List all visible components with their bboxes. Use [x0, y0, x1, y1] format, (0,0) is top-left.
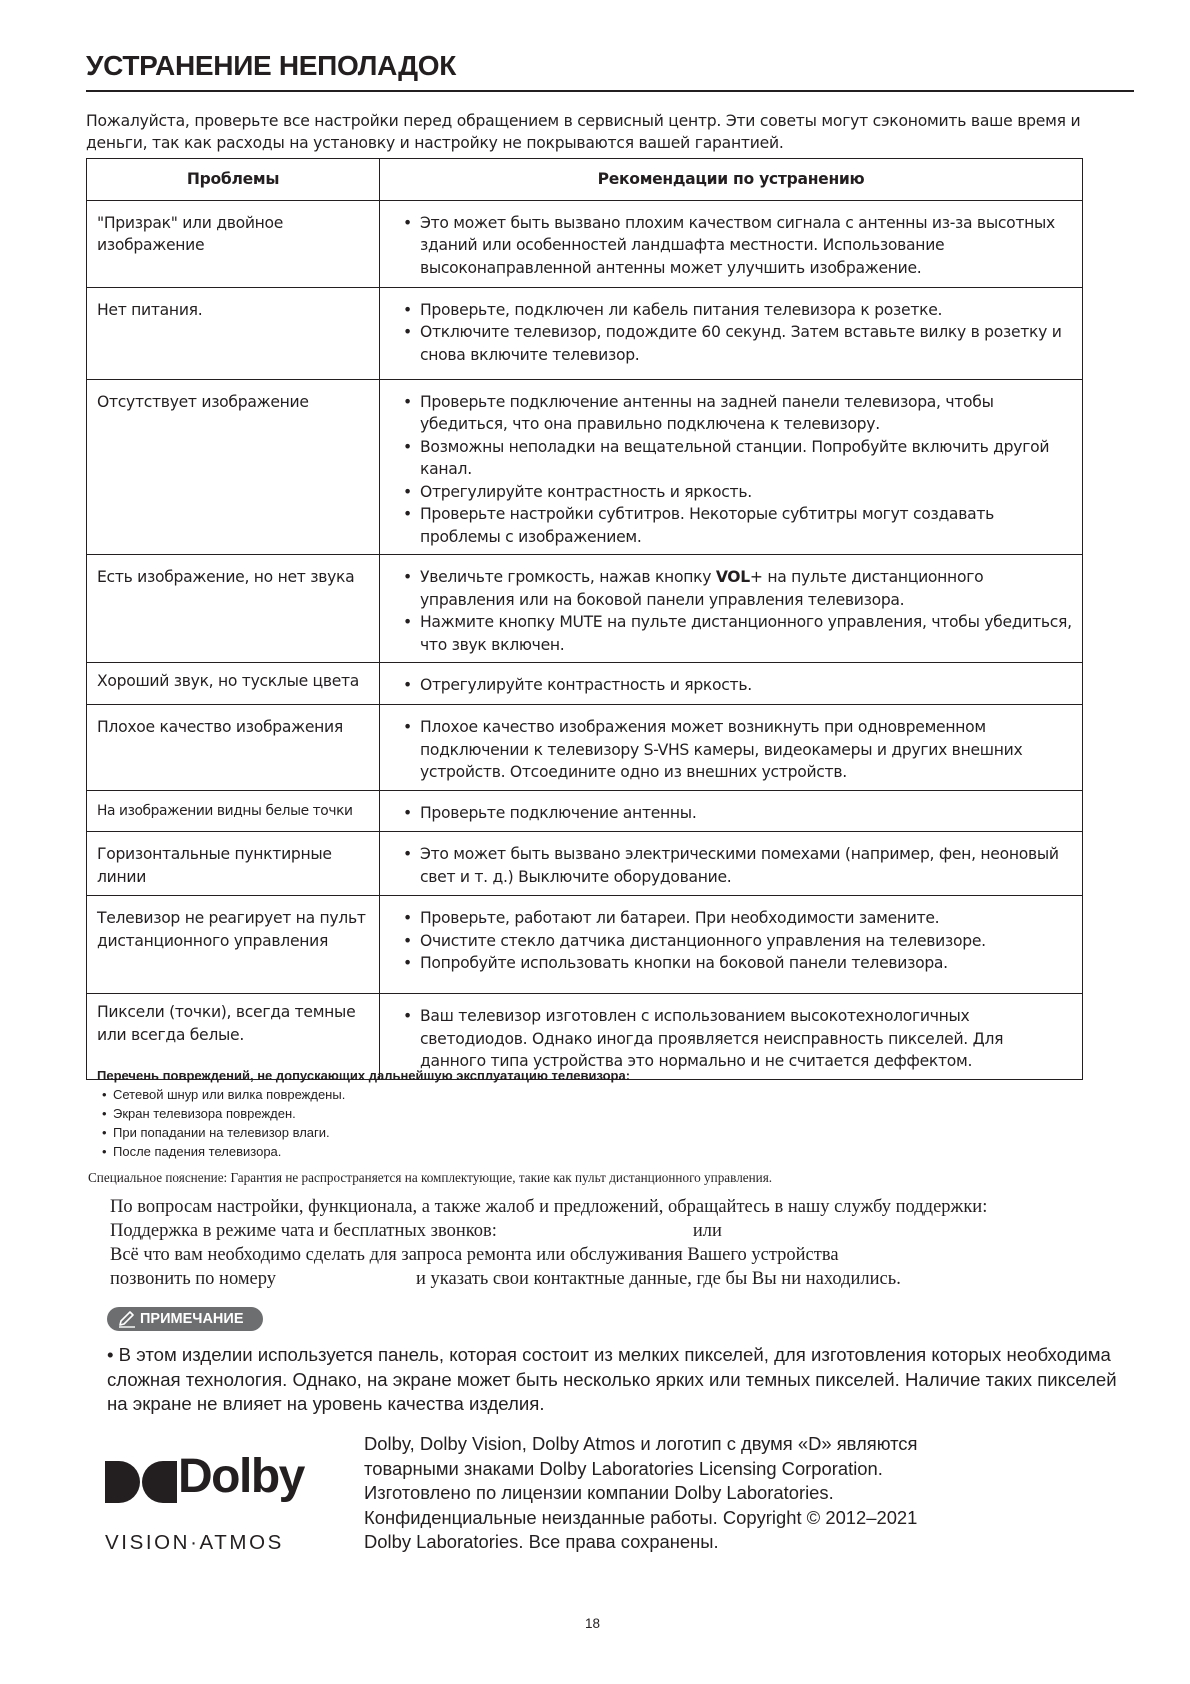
note-badge-label: ПРИМЕЧАНИЕ	[140, 1311, 244, 1327]
intro-paragraph: Пожалуйста, проверьте все настройки перед обращением в сервисный центр. Эти советы могут сэкономить ваше время и деньги, так как расходы на установку и настройку не покрываются вашей гарантией.	[86, 112, 1081, 152]
table-row	[87, 896, 1083, 994]
rec-text: Увеличьте громкость, нажав кнопку	[420, 568, 716, 586]
recommendation-item: • Попробуйте использовать кнопки на боковой панели телевизора.	[390, 952, 1073, 975]
support-call-label: позвонить по номеру	[110, 1269, 277, 1289]
recommendation-item: • Отрегулируйте контрастность и яркость.	[390, 481, 1073, 504]
recommendation-item: • Это может быть вызвано электрическими помехами (например, фен, неоновый свет и т. д.) Выключите оборудование.	[390, 843, 1073, 888]
problem-cell: Нет питания.	[87, 287, 380, 379]
note-text: • В этом изделии используется панель, которая состоит из мелких пикселей, для изготовления которых необходима сложная технология. Однако, на экране может быть несколько ярких или темных пикселей. Наличие таких пикселей на экране не влияет на уровень качества изделия.	[107, 1344, 1117, 1414]
recommendation-item: • Отключите телевизор, подождите 60 секунд. Затем вставьте вилку в розетку и снова включите телевизор.	[390, 321, 1073, 366]
support-line	[110, 1267, 1110, 1291]
recommendation-cell	[380, 287, 1083, 379]
problem-cell: Отсутствует изображение	[87, 379, 380, 555]
damage-list-section	[97, 1066, 997, 1161]
support-line: Всё что вам необходимо сделать для запроса ремонта или обслуживания Вашего устройства	[110, 1245, 839, 1265]
troubleshooting-table	[86, 158, 1083, 1080]
list-item: • Экран телевизора поврежден.	[97, 1104, 997, 1123]
support-line	[110, 1219, 1110, 1243]
table-row	[87, 555, 1083, 663]
recommendation-item: • Проверьте, подключен ли кабель питания телевизора к розетке.	[390, 299, 1073, 322]
list-item: • Сетевой шнур или вилка повреждены.	[97, 1085, 997, 1104]
recommendation-cell	[380, 791, 1083, 832]
table-row	[87, 791, 1083, 832]
dolby-subtitle: VISION·ATMOS	[105, 1531, 284, 1554]
recommendation-item: • Ваш телевизор изготовлен с использованием высокотехнологичных светодиодов. Однако иногда проявляется неисправность пикселей. Для данного типа устройства это нормально и не считается деффектом.	[390, 1005, 1073, 1073]
page-number: 18	[585, 1616, 601, 1631]
recommendation-cell	[380, 555, 1083, 663]
recommendation-item: • Проверьте настройки субтитров. Некоторые субтитры могут создавать проблемы с изображением.	[390, 503, 1073, 548]
recommendation-item: • Проверьте, работают ли батареи. При необходимости замените.	[390, 907, 1073, 930]
problem-cell: "Призрак" или двойное изображение	[87, 200, 380, 287]
recommendation-cell	[380, 200, 1083, 287]
header-problems: Проблемы	[87, 159, 380, 201]
table-row	[87, 705, 1083, 791]
problem-cell: Есть изображение, но нет звука	[87, 555, 380, 663]
dolby-wordmark: Dolby	[178, 1450, 304, 1503]
title-divider	[86, 90, 1134, 92]
recommendation-cell	[380, 705, 1083, 791]
recommendation-item: • Это может быть вызвано плохим качеством сигнала с антенны из-за высотных зданий или особенностей ландшафта местности. Использование высоконаправленной антенны может улучшить изображение.	[390, 212, 1073, 280]
recommendation-item: • Очистите стекло датчика дистанционного управления на телевизоре.	[390, 930, 1073, 953]
recommendation-item: • Отрегулируйте контрастность и яркость.	[390, 674, 1073, 697]
support-section	[110, 1195, 1110, 1291]
recommendation-cell	[380, 379, 1083, 555]
recommendation-item: • Проверьте подключение антенны.	[390, 802, 1073, 825]
recommendation-item: • Нажмите кнопку MUTE на пульте дистанционного управления, чтобы убедиться, что звук включен.	[390, 611, 1073, 656]
recommendation-item: • Возможны неполадки на вещательной станции. Попробуйте включить другой канал.	[390, 436, 1073, 481]
support-or-label: или	[692, 1221, 722, 1241]
problem-cell: Плохое качество изображения	[87, 705, 380, 791]
recommendation-cell	[380, 896, 1083, 994]
list-item: • После падения телевизора.	[97, 1142, 997, 1161]
dolby-logo	[103, 1450, 313, 1567]
note-badge	[107, 1307, 263, 1331]
support-chat-label: Поддержка в режиме чата и бесплатных звонков:	[110, 1221, 497, 1241]
pencil-icon	[117, 1310, 137, 1328]
problem-cell: На изображении видны белые точки	[87, 791, 380, 832]
table-row	[87, 200, 1083, 287]
problem-cell: Телевизор не реагирует на пульт дистанционного управления	[87, 896, 380, 994]
recommendation-item: • Плохое качество изображения может возникнуть при одновременном подключении к телевизору S-VHS камеры, видеокамеры и других внешних устройств. Отсоедините одно из внешних устройств.	[390, 716, 1073, 784]
problem-cell: Хороший звук, но тусклые цвета	[87, 663, 380, 705]
rec-text: + на пульте дистанционного управления или на боковой панели управления телевизора.	[420, 568, 984, 609]
dolby-double-d-icon	[105, 1461, 177, 1503]
special-note: Специальное пояснение: Гарантия не распространяется на комплектующие, такие как пульт дистанционного управления.	[88, 1170, 773, 1185]
recommendation-item	[390, 566, 1073, 611]
table-row	[87, 663, 1083, 705]
support-line: По вопросам настройки, функционала, а также жалоб и предложений, обращайтесь в нашу службу поддержки:	[110, 1197, 988, 1217]
damage-list-title: Перечень повреждений, не допускающих дальнейшую эксплуатацию телевизора:	[97, 1068, 631, 1083]
support-contact-label: и указать свои контактные данные, где бы Вы ни находились.	[416, 1269, 901, 1289]
problem-cell: Пиксели (точки), всегда темные или всегда белые.	[87, 994, 380, 1080]
table-row	[87, 832, 1083, 896]
recommendation-item: • Проверьте подключение антенны на задней панели телевизора, чтобы убедиться, что она правильно подключена к телевизору.	[390, 391, 1073, 436]
table-row	[87, 287, 1083, 379]
dolby-trademark-text: Dolby, Dolby Vision, Dolby Atmos и логотип с двумя «D» являются товарными знаками Dolby Laboratories Licensing Corporation. Изготовлено по лицензии компании Dolby Laboratories. Конфиденциальные неизданные работы. Copyright © 2012–2021 Dolby Laboratories. Все права сохранены.	[364, 1433, 918, 1552]
header-recommendations: Рекомендации по устранению	[380, 159, 1083, 201]
recommendation-cell	[380, 832, 1083, 896]
recommendation-cell	[380, 663, 1083, 705]
list-item: • При попадании на телевизор влаги.	[97, 1123, 997, 1142]
vol-key-label: VOL	[715, 568, 750, 586]
problem-cell: Горизонтальные пунктирные линии	[87, 832, 380, 896]
page-title: УСТРАНЕНИЕ НЕПОЛАДОК	[86, 50, 457, 81]
table-row	[87, 379, 1083, 555]
table-header-row	[87, 159, 1083, 201]
